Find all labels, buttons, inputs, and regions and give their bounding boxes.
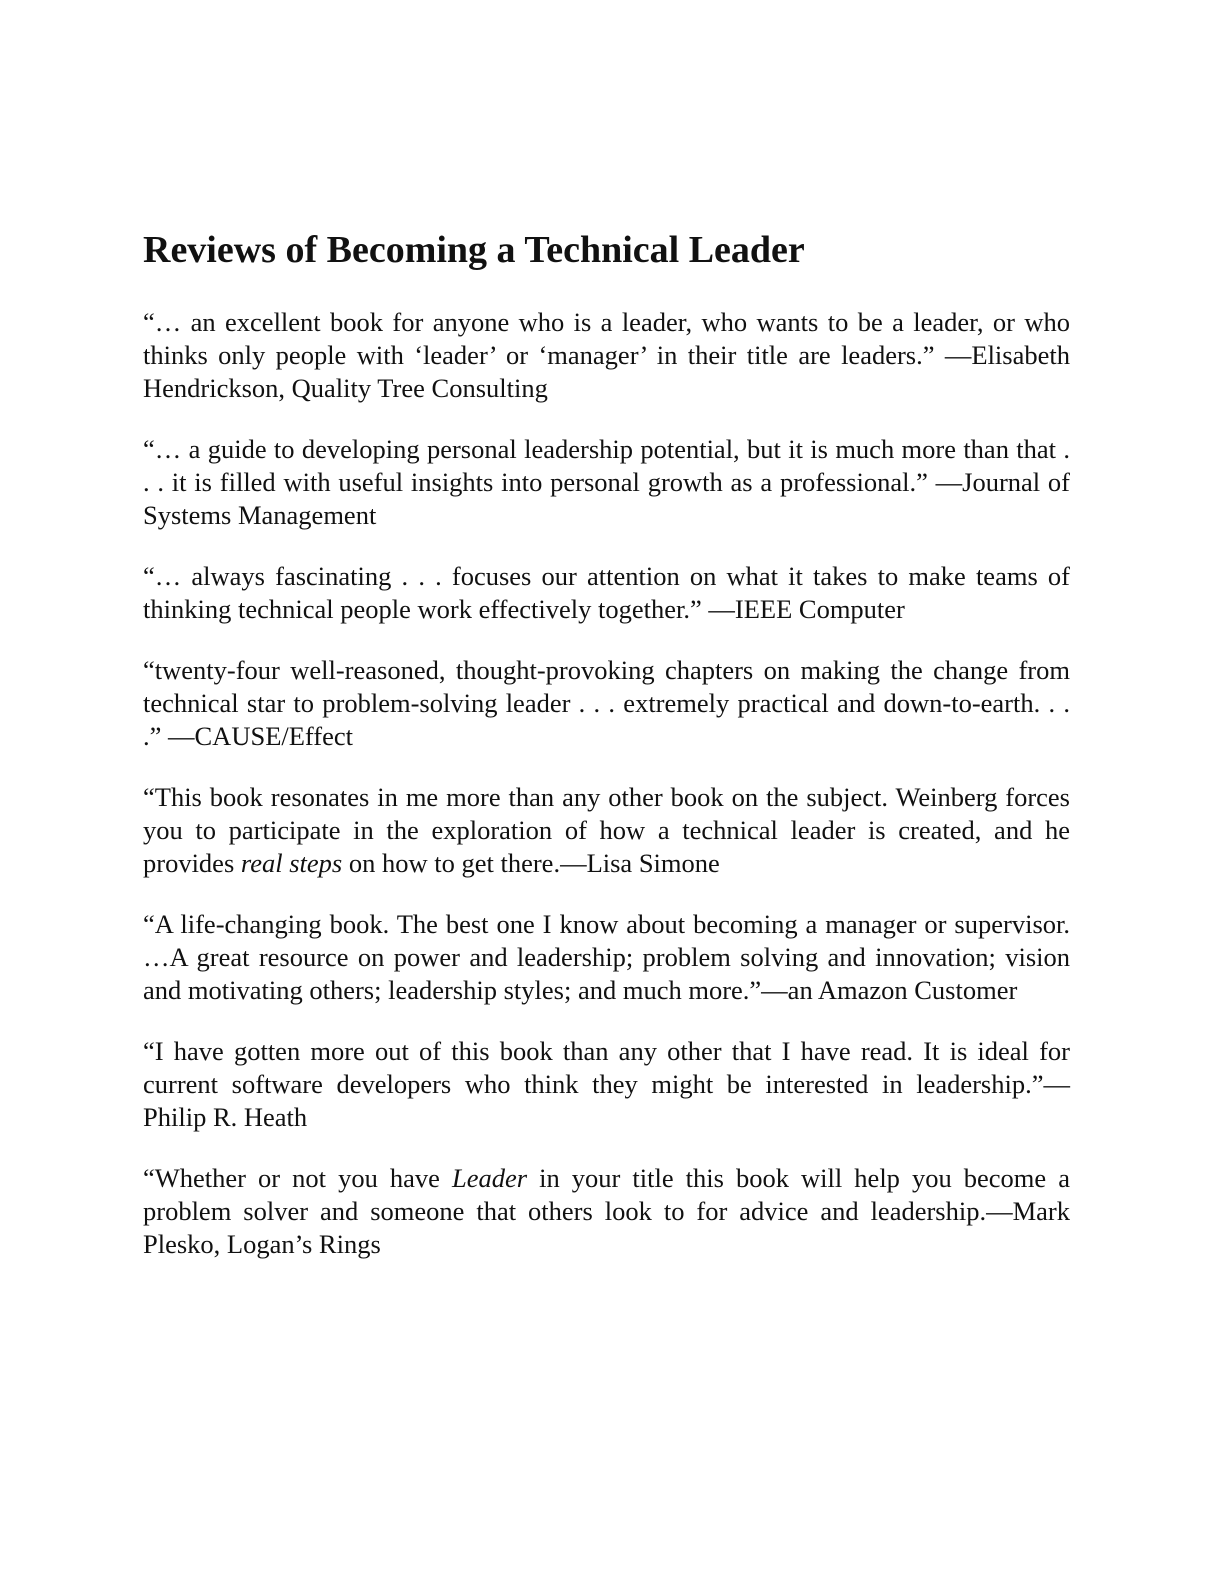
- review-4: [143, 654, 1070, 753]
- review-7: [143, 1035, 1070, 1134]
- review-text: “… a guide to developing personal leadership potential, but it is much more than that . . . it is filled with useful insights into personal growth as a professional.” —Journal of Systems Management: [143, 434, 1070, 530]
- document-page: [143, 226, 1070, 1289]
- review-3: [143, 560, 1070, 626]
- review-text: in your title this book will help you become a problem solver and someone that others look to for advice and leadership.—Mark Plesko, Logan’s Rings: [143, 1163, 1070, 1259]
- review-text: “… an excellent book for anyone who is a leader, who wants to be a leader, or who thinks only people with ‘leader’ or ‘manager’ in their title are leaders.” —Elisabeth Hendrickson, Quality Tree Consulting: [143, 307, 1070, 403]
- review-6: [143, 908, 1070, 1007]
- review-text: “… always fascinating . . . focuses our attention on what it takes to make teams of thinking technical people work effectively together.” —IEEE Computer: [143, 561, 1070, 624]
- review-text: on how to get there.—Lisa Simone: [342, 848, 720, 878]
- review-text: “twenty-four well-reasoned, thought-provoking chapters on making the change from technical star to problem-solving leader . . . extremely practical and down-to-earth. . . .” —CAUSE/Effect: [143, 655, 1070, 751]
- review-text: “This book resonates in me more than any other book on the subject. Weinberg forces you to participate in the exploration of how a technical leader is created, and he provides: [143, 782, 1070, 878]
- emphasis-text: Leader: [451, 1163, 528, 1193]
- page-title: Reviews of Becoming a Technical Leader: [143, 229, 805, 271]
- review-8: [143, 1162, 1070, 1261]
- review-5: [143, 781, 1070, 880]
- review-2: [143, 433, 1070, 532]
- review-text: “I have gotten more out of this book than any other that I have read. It is ideal for current software developers who think they might be interested in leadership.”— Philip R. Heath: [143, 1036, 1070, 1132]
- review-text: “Whether or not you have: [143, 1163, 452, 1193]
- emphasis-text: real steps: [240, 848, 343, 878]
- review-1: [143, 306, 1070, 405]
- review-text: “A life-changing book. The best one I know about becoming a manager or supervisor. …A great resource on power and leadership; problem solving and innovation; vision and motivating others; leadership styles; and much more.”—an Amazon Customer: [143, 909, 1070, 1005]
